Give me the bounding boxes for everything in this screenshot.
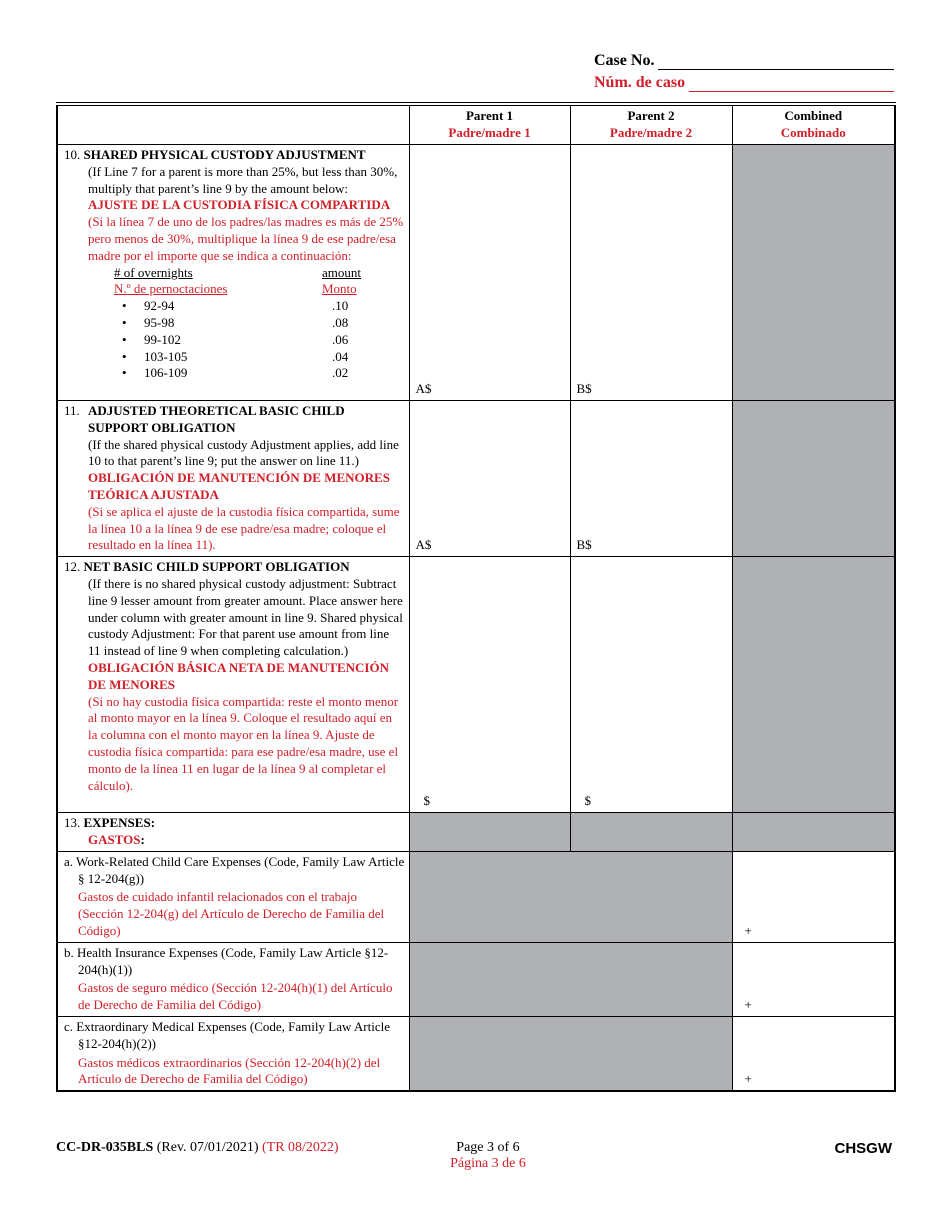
- line-13b-combined-input[interactable]: [732, 942, 895, 1016]
- line-11-combined-shaded: [732, 401, 895, 557]
- line-12-text: (If there is no shared physical custody adjustment: Subtract line 9 lesser amount from greater amount. Place answer here under column with greater amount in line 9. Shared physical custody Adjustment: For that parent use amount from line 11 instead of line 9 when completing calculation.): [88, 575, 403, 659]
- line-13-heading: [64, 815, 405, 832]
- line-13a-text: a. Work-Related Child Care Expenses (Code, Family Law Article § 12-204(g)): [64, 853, 405, 886]
- line-10-title: SHARED PHYSICAL CUSTODY ADJUSTMENT: [83, 147, 366, 162]
- line-11-b-label: B$: [576, 537, 592, 553]
- combined-label-es: Combinado: [780, 125, 846, 140]
- line-12-parent1-input[interactable]: [409, 557, 570, 813]
- parent2-label-es: Padre/madre 2: [609, 125, 693, 140]
- line-11-heading: [64, 403, 405, 437]
- line-13b-parents-shaded: [409, 942, 732, 1016]
- column-header-combined: [732, 104, 895, 145]
- line-13-parent2-shaded: [570, 813, 732, 852]
- header-blank-cell: [57, 104, 409, 145]
- line-10-heading: [64, 147, 405, 164]
- line-13c-text: c. Extraordinary Medical Expenses (Code, Family Law Article §12-204(h)(2)): [64, 1018, 390, 1051]
- line-13-title-es: GASTOS: [88, 831, 141, 847]
- line-10-b-label: B$: [576, 381, 592, 397]
- line-11-title: ADJUSTED THEORETICAL BASIC CHILD SUPPORT OBLIGATION: [88, 403, 345, 435]
- footer-form-id-block: [56, 1140, 339, 1156]
- line-13b-text: b. Health Insurance Expenses (Code, Family Law Article §12-204(h)(1)): [64, 944, 389, 977]
- line-10-text: (If Line 7 for a parent is more than 25%, but less than 30%, multiply that parent’s line 9 by the amount below:: [88, 163, 398, 196]
- line-13c-text-es: Gastos médicos extraordinarios (Sección 12-204(h)(2) del Artículo de Derecho de Familia del Código): [78, 1054, 381, 1087]
- page-number: Page 3 of 6: [456, 1140, 520, 1155]
- line-12-row: [57, 557, 895, 813]
- line-13a-row: [57, 851, 895, 942]
- line-12-a-label: $: [423, 793, 430, 809]
- page-footer: [56, 1140, 894, 1180]
- line-13-parent1-shaded: [409, 813, 570, 852]
- line-10-number: 10.: [64, 147, 81, 162]
- line-10-row: [57, 145, 895, 401]
- case-number-block: [594, 52, 894, 96]
- line-13a-plus: +: [744, 922, 752, 938]
- form-code: CHSGW: [834, 1140, 892, 1157]
- line-12-title-es: OBLIGACIÓN BÁSICA NETA DE MANUTENCIÓN DE MENORES: [88, 659, 389, 692]
- line-12-description: [57, 557, 409, 813]
- line-12-parent2-input[interactable]: [570, 557, 732, 813]
- line-13a-text-es: Gastos de cuidado infantil relacionados con el trabajo (Sección 12-204(g) del Artículo de Derecho de Familia del Código): [78, 889, 385, 938]
- line-11-text-es: (Si se aplica el ajuste de la custodia física compartida, sume la línea 10 a la línea 9 de ese padre/esa madre; coloque el resultado en la línea 11).: [88, 503, 400, 553]
- line-13-number: 13.: [64, 815, 81, 831]
- line-10-title-es: AJUSTE DE LA CUSTODIA FÍSICA COMPARTIDA: [88, 197, 391, 213]
- overnights-amount-4: .04: [332, 348, 349, 364]
- case-number-line[interactable]: [594, 52, 894, 70]
- line-13b-description: [57, 942, 409, 1016]
- line-13a-parents-shaded: [409, 851, 732, 942]
- overnights-range-5: • 106-109: [114, 365, 322, 382]
- line-11-title-es: OBLIGACIÓN DE MANUTENCIÓN DE MENORES TEÓRICA AJUSTADA: [88, 470, 390, 502]
- line-13c-parents-shaded: [409, 1016, 732, 1091]
- line-12-heading: [64, 559, 405, 576]
- line-10-text-es: (Si la línea 7 de uno de los padres/las madres es más de 25% pero menos de 30%, multiplique la línea 9 de ese padre/esa madre por el importe que se indica a continuación:: [88, 214, 404, 263]
- line-11-description: [57, 401, 409, 557]
- overnights-header-es: N.º de pernoctaciones: [114, 281, 228, 297]
- amount-header: amount: [322, 264, 361, 280]
- line-10-a-label: A$: [415, 381, 432, 397]
- line-13b-plus: +: [744, 997, 752, 1013]
- page-number-block: [438, 1140, 538, 1172]
- parent2-label: Parent 2: [627, 108, 675, 124]
- overnights-amount-1: .10: [332, 298, 349, 314]
- overnights-range-1: • 92-94: [114, 298, 322, 315]
- line-13c-combined-input[interactable]: [732, 1016, 895, 1091]
- line-11-a-label: A$: [415, 537, 432, 553]
- line-13-row: [57, 813, 895, 852]
- line-10-combined-shaded: [732, 145, 895, 401]
- line-11-row: [57, 401, 895, 557]
- form-translation-revision: (TR 08/2022): [261, 1140, 339, 1155]
- line-12-combined-shaded: [732, 557, 895, 813]
- overnights-amount-2: .08: [332, 314, 349, 330]
- line-11-text: (If the shared physical custody Adjustment applies, add line 10 to that parent’s line 9; put the answer on line 11.): [88, 436, 399, 469]
- line-13a-description: [57, 851, 409, 942]
- case-number-field[interactable]: [658, 53, 894, 70]
- case-number-label-es: Núm. de caso: [594, 74, 686, 91]
- overnights-range-3: • 99-102: [114, 332, 322, 349]
- line-10-parent1-input[interactable]: [409, 145, 570, 401]
- case-number-field-es[interactable]: [689, 75, 894, 92]
- line-11-parent1-input[interactable]: [409, 401, 570, 557]
- line-13-title-es-wrap: [64, 832, 405, 849]
- overnights-header: # of overnights: [114, 264, 193, 280]
- line-13b-row: [57, 942, 895, 1016]
- overnights-table: [64, 265, 405, 383]
- combined-label: Combined: [784, 108, 843, 124]
- parent1-label: Parent 1: [465, 108, 514, 124]
- column-header-parent1: [409, 104, 570, 145]
- column-header-row: [57, 104, 895, 145]
- case-number-line-es[interactable]: [594, 74, 894, 92]
- line-13c-row: [57, 1016, 895, 1091]
- line-13-title-es-colon: :: [140, 831, 145, 847]
- case-number-label: Case No.: [594, 52, 655, 69]
- line-13-combined-shaded: [732, 813, 895, 852]
- line-13b-text-es: Gastos de seguro médico (Sección 12-204(h)(1) del Artículo de Derecho de Familia del Código): [78, 980, 393, 1013]
- line-12-text-es: (Si no hay custodia física compartida: reste el monto menor al monto mayor en la línea 9. Coloque el resultado aquí en la columna con el monto mayor en la línea 9. Ajuste de custodia física compartida: para ese padre/esa madre, use el monto de la línea 11 en lugar de la línea 9 al completar el cálculo).: [88, 693, 399, 793]
- line-13-title: EXPENSES:: [83, 815, 156, 831]
- overnights-amount-3: .06: [332, 331, 349, 347]
- line-13c-plus: +: [744, 1071, 752, 1087]
- line-10-parent2-input[interactable]: [570, 145, 732, 401]
- overnights-range-2: • 95-98: [114, 315, 322, 332]
- line-13-description: [57, 813, 409, 852]
- column-header-parent2: [570, 104, 732, 145]
- overnights-amount-5: .02: [332, 365, 349, 381]
- line-12-b-label: $: [584, 793, 591, 809]
- parent1-label-es: Padre/madre 1: [448, 125, 531, 140]
- amount-header-es: Monto: [322, 281, 357, 297]
- form-id: CC-DR-035BLS: [56, 1140, 154, 1155]
- line-12-number: 12.: [64, 559, 81, 575]
- line-11-parent2-input[interactable]: [570, 401, 732, 557]
- line-13c-description: [57, 1016, 409, 1091]
- worksheet-table: [56, 102, 896, 1092]
- line-10-description: [57, 145, 409, 401]
- line-12-title: NET BASIC CHILD SUPPORT OBLIGATION: [83, 559, 350, 575]
- form-revision: (Rev. 07/01/2021): [153, 1140, 262, 1155]
- page-number-es: Página 3 de 6: [450, 1156, 526, 1171]
- overnights-range-4: • 103-105: [114, 349, 322, 366]
- line-11-number: 11.: [64, 403, 80, 418]
- line-13a-combined-input[interactable]: [732, 851, 895, 942]
